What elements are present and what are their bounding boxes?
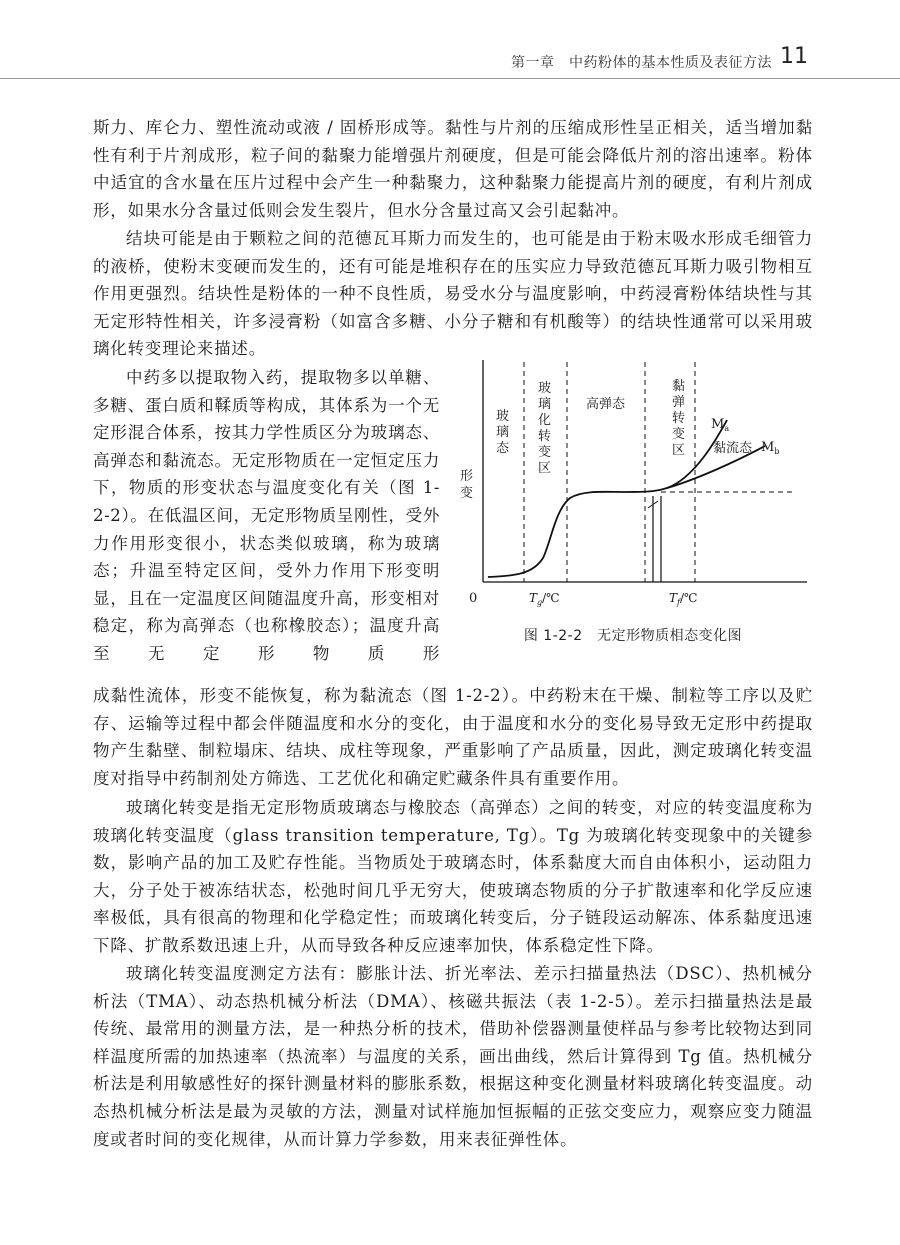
paragraph-1: 斯力、库仑力、塑性流动或液 / 固桥形成等。黏性与片剂的压缩成形性呈正相关，适当增加黏性有利于片剂成形，粒子间的黏聚力能增强片剂硬度，但是可能会降低片剂的溶出速率。粉体中适宜的含水量在压片过程中会产生一种黏聚力，这种黏聚力能提高片剂的硬度，有利片剂成形，如果水分含量过低则会发生裂片，但水分含量过高又会引起黏冲。 xyxy=(93,118,813,220)
paragraph-4: 玻璃化转变是指无定形物质玻璃态与橡胶态（高弹态）之间的转变，对应的转变温度称为玻璃化转变温度（glass transition temperature, Tg）。Tg 为玻璃化转变现象中的关键参数，影响产品的加工及贮存性能。当物质处于玻璃态时，体系黏度大而自由体积小，运动阻力大，分子处于被冻结状态，松弛时间几乎无穷大，使玻璃态物质的分子扩散速率和化学反应速率极低，具有很高的物理和化学稳定性；而玻璃化转变后，分子链段运动解冻、体系黏度迅速下降、扩散系数迅速上升，从而导致各种反应速率加快，体系稳定性下降。 xyxy=(93,798,813,955)
y-axis-label: 形变 xyxy=(460,469,474,501)
region-rubbery: 高弹态 xyxy=(586,397,626,412)
curve-ma-label: $M_a$ xyxy=(711,417,730,433)
curve-mb-label: $M_b$ xyxy=(761,440,780,456)
paragraph-3-narrow: 中药多以提取物入药，提取物多以单糖、多糖、蛋白质和鞣质等构成，其体系为一个无定形混合体系，按其力学性质区分为玻璃态、高弹态和黏流态。无定形物质在一定恒定压力下，物质的形变状态与温度变化有关（图 1-2-2）。在低温区间，无定形物质呈刚性，受外力作用形变很小，状态类似玻璃，称为玻璃态；升温至特定区间，受外力作用下形变明显，且在一定温度区间随温度升高，形变相对稳定，称为高弹态（也称橡胶态）；温度升高至无定形物质形 xyxy=(93,368,440,663)
tick-tf: $T_f/℃$ xyxy=(669,591,698,607)
region-glass-transition: 玻璃化转变区 xyxy=(538,381,552,476)
paragraph-3-full: 成黏性流体，形变不能恢复，称为黏流态（图 1-2-2）。中药粉末在干燥、制粒等工序以及贮存、运输等过程中都会伴随温度和水分的变化，由于温度和水分的变化易导致无定形中药提取物产生黏壁、制粒塌床、结块、成柱等现象，严重影响了产品质量，因此，测定玻璃化转变温度对指导中药制剂处方筛选、工艺优化和确定贮藏条件具有重要作用。 xyxy=(93,686,813,788)
page-header xyxy=(0,0,900,80)
paragraph-5: 玻璃化转变温度测定方法有：膨胀计法、折光率法、差示扫描量热法（DSC）、热机械分析法（TMA）、动态热机械分析法（DMA）、核磁共振法（表 1-2-5）。差示扫描量热法是最传统、最常用的测量方法，是一种热分析的技术，借助补偿器测量使样品与参考比较物达到同样温度所需的加热速率（热流率）与温度的关系，画出曲线，然后计算得到 Tg 值。热机械分析法是利用敏感性好的探针测量材料的膨胀系数，根据这种变化测量材料玻璃化转变温度。动态热机械分析法是最为灵敏的方法，测量对试样施加恒振幅的正弦交变应力，观察应变力随温度或者时间的变化规律，从而计算力学参数，用来表征弹性体。 xyxy=(93,964,813,1149)
region-viscoelastic-transition: 黏弹转变区 xyxy=(672,379,686,458)
page-number: 11 xyxy=(780,44,808,69)
phase-diagram-figure xyxy=(455,350,810,650)
header-rule xyxy=(0,78,900,79)
region-glassy: 玻璃态 xyxy=(496,409,510,456)
chapter-title: 第一章 中药粉体的基本性质及表征方法 xyxy=(511,55,772,71)
paragraph-2: 结块可能是由于颗粒之间的范德瓦耳斯力而发生的，也可能是由于粉末吸水形成毛细管力的液桥，使粉末变硬而发生的，还有可能是堆积存在的压实应力导致范德瓦耳斯力吸引物相互作用更强烈。结块性是粉体的一种不良性质，易受水分与温度影响，中药浸膏粉体结块性与其无定形特性相关，许多浸膏粉（如富含多糖、小分子糖和有机酸等）的结块性通常可以采用玻璃化转变理论来描述。 xyxy=(93,229,813,359)
tick-tg: $T_g/℃$ xyxy=(529,591,560,607)
phase-diagram xyxy=(455,350,810,620)
region-viscous-flow: 黏流态 xyxy=(713,441,753,456)
figure-caption: 图 1-2-2 无定形物质相态变化图 xyxy=(523,628,743,644)
origin-label: 0 xyxy=(469,591,478,606)
